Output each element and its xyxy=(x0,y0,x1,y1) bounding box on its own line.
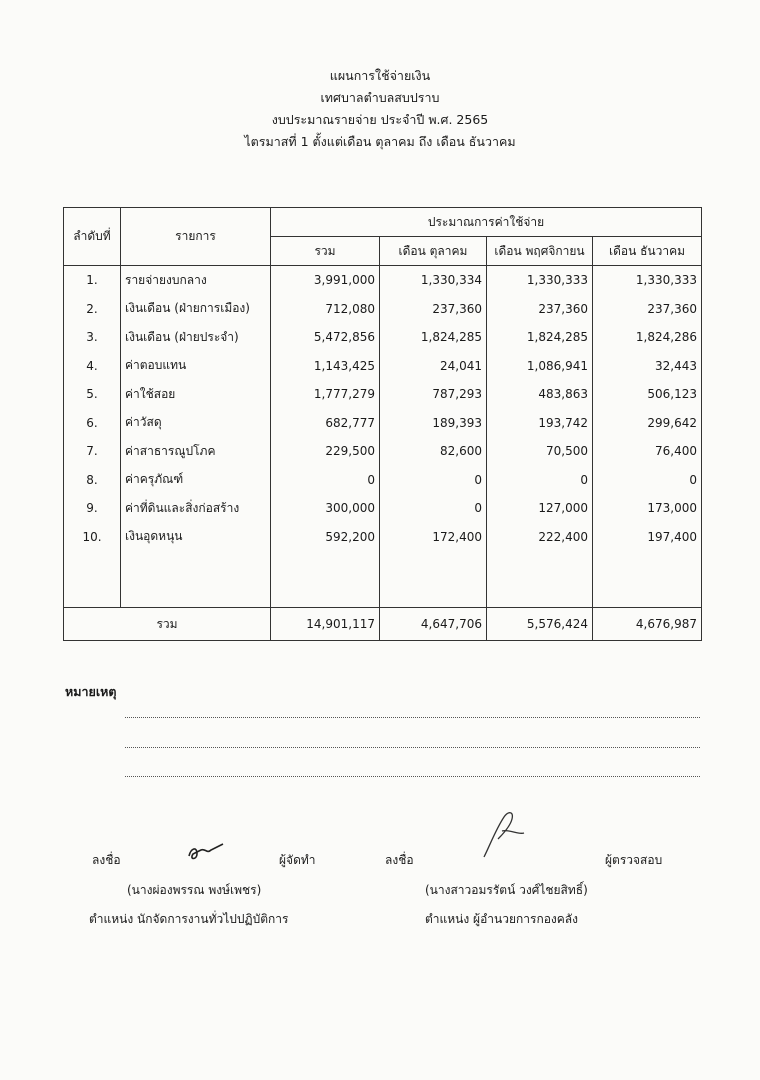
row-no: 3. xyxy=(64,323,121,352)
row-october: 0 xyxy=(380,494,487,523)
row-october: 1,330,334 xyxy=(380,266,487,295)
row-december: 237,360 xyxy=(593,295,702,324)
row-item: เงินเดือน (ฝ่ายประจำ) xyxy=(121,323,271,352)
remarks-label: หมายเหตุ xyxy=(65,684,117,699)
budget-table xyxy=(63,207,702,641)
row-total: 712,080 xyxy=(271,295,380,324)
header-budget-year: งบประมาณรายจ่าย ประจำปี พ.ศ. 2565 xyxy=(271,112,489,127)
row-item: ค่าใช้สอย xyxy=(121,380,271,409)
table-row xyxy=(64,466,702,495)
table-row xyxy=(64,523,702,552)
row-no: 10. xyxy=(64,523,121,552)
row-november: 70,500 xyxy=(487,437,593,466)
row-november: 0 xyxy=(487,466,593,495)
total-october: 4,647,706 xyxy=(380,608,487,641)
left-role: ผู้จัดทำ xyxy=(279,853,316,867)
right-signature-mark xyxy=(476,805,536,863)
row-november: 1,086,941 xyxy=(487,352,593,381)
document-header xyxy=(0,66,760,154)
row-november: 193,742 xyxy=(487,409,593,438)
header-title: แผนการใช้จ่ายเงิน xyxy=(329,68,431,83)
column-header-group: ประมาณการค่าใช้จ่าย xyxy=(271,208,702,237)
row-december: 0 xyxy=(593,466,702,495)
column-header-item: รายการ xyxy=(121,208,271,266)
table-row xyxy=(64,380,702,409)
column-header-no: ลำดับที่ xyxy=(64,208,121,266)
row-december: 506,123 xyxy=(593,380,702,409)
row-december: 197,400 xyxy=(593,523,702,552)
row-item: ค่าตอบแทน xyxy=(121,352,271,381)
row-november: 1,824,285 xyxy=(487,323,593,352)
row-item: ค่าวัสดุ xyxy=(121,409,271,438)
row-total: 1,143,425 xyxy=(271,352,380,381)
right-signer-name: (นางสาวอมรรัตน์ วงศ์ไชยสิทธิ์) xyxy=(425,883,588,897)
column-header-december: เดือน ธันวาคม xyxy=(593,237,702,266)
remarks-line xyxy=(125,746,700,748)
left-signer-name: (นางผ่องพรรณ พงษ์เพชร) xyxy=(127,883,262,897)
table-row xyxy=(64,409,702,438)
table-row xyxy=(64,323,702,352)
row-no: 5. xyxy=(64,380,121,409)
left-signature-mark xyxy=(185,836,231,866)
total-sum: 14,901,117 xyxy=(271,608,380,641)
row-november: 127,000 xyxy=(487,494,593,523)
row-item: ค่าสาธารณูปโภค xyxy=(121,437,271,466)
row-no: 4. xyxy=(64,352,121,381)
column-header-october: เดือน ตุลาคม xyxy=(380,237,487,266)
row-no: 9. xyxy=(64,494,121,523)
right-sign-label: ลงชื่อ xyxy=(385,853,414,867)
row-december: 76,400 xyxy=(593,437,702,466)
row-october: 0 xyxy=(380,466,487,495)
total-label: รวม xyxy=(64,608,271,641)
right-role: ผู้ตรวจสอบ xyxy=(605,853,663,867)
row-october: 1,824,285 xyxy=(380,323,487,352)
row-no: 1. xyxy=(64,266,121,295)
row-december: 1,330,333 xyxy=(593,266,702,295)
total-november: 5,576,424 xyxy=(487,608,593,641)
row-no: 7. xyxy=(64,437,121,466)
column-header-november: เดือน พฤศจิกายน xyxy=(487,237,593,266)
row-no: 6. xyxy=(64,409,121,438)
column-header-total: รวม xyxy=(271,237,380,266)
row-october: 237,360 xyxy=(380,295,487,324)
row-december: 32,443 xyxy=(593,352,702,381)
row-item: เงินอุดหนุน xyxy=(121,523,271,552)
row-item: ค่าที่ดินและสิ่งก่อสร้าง xyxy=(121,494,271,523)
table-row-empty xyxy=(64,551,702,608)
row-november: 483,863 xyxy=(487,380,593,409)
row-december: 299,642 xyxy=(593,409,702,438)
header-quarter: ไตรมาสที่ 1 ตั้งแต่เดือน ตุลาคม ถึง เดือน ธันวาคม xyxy=(244,134,516,149)
row-total: 0 xyxy=(271,466,380,495)
row-total: 592,200 xyxy=(271,523,380,552)
row-october: 24,041 xyxy=(380,352,487,381)
table-row xyxy=(64,494,702,523)
row-october: 189,393 xyxy=(380,409,487,438)
row-october: 82,600 xyxy=(380,437,487,466)
table-row xyxy=(64,295,702,324)
row-total: 229,500 xyxy=(271,437,380,466)
right-signer-position: ตำแหน่ง ผู้อำนวยการกองคลัง xyxy=(425,912,579,926)
row-october: 172,400 xyxy=(380,523,487,552)
table-total-row xyxy=(64,608,702,641)
row-no: 2. xyxy=(64,295,121,324)
row-total: 682,777 xyxy=(271,409,380,438)
row-october: 787,293 xyxy=(380,380,487,409)
row-total: 300,000 xyxy=(271,494,380,523)
row-item: ค่าครุภัณฑ์ xyxy=(121,466,271,495)
table-row xyxy=(64,266,702,295)
left-signer-position: ตำแหน่ง นักจัดการงานทั่วไปปฏิบัติการ xyxy=(89,912,289,926)
row-total: 1,777,279 xyxy=(271,380,380,409)
total-december: 4,676,987 xyxy=(593,608,702,641)
row-total: 3,991,000 xyxy=(271,266,380,295)
row-november: 222,400 xyxy=(487,523,593,552)
remarks-line xyxy=(125,775,700,777)
row-december: 173,000 xyxy=(593,494,702,523)
row-item: รายจ่ายงบกลาง xyxy=(121,266,271,295)
row-november: 1,330,333 xyxy=(487,266,593,295)
table-row xyxy=(64,352,702,381)
row-no: 8. xyxy=(64,466,121,495)
row-item: เงินเดือน (ฝ่ายการเมือง) xyxy=(121,295,271,324)
header-organization: เทศบาลตำบลสบปราบ xyxy=(320,90,440,105)
row-total: 5,472,856 xyxy=(271,323,380,352)
left-sign-label: ลงชื่อ xyxy=(92,853,121,867)
remarks-line xyxy=(125,716,700,718)
table-row xyxy=(64,437,702,466)
row-november: 237,360 xyxy=(487,295,593,324)
row-december: 1,824,286 xyxy=(593,323,702,352)
